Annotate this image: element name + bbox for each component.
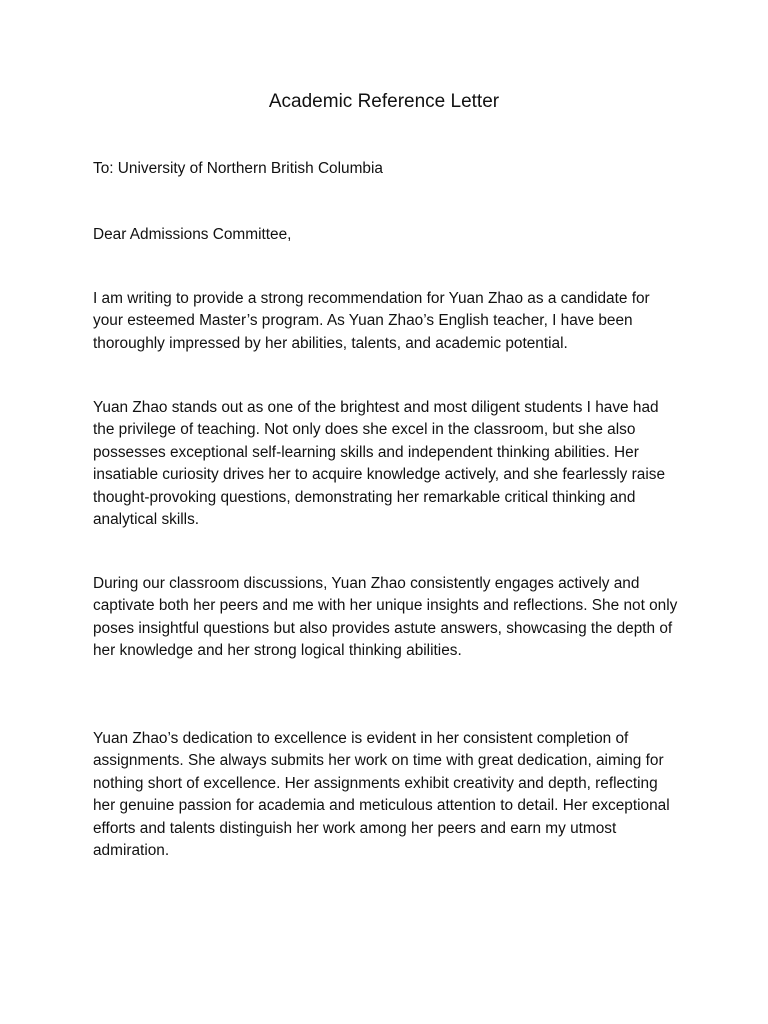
- recipient-line: To: University of Northern British Columbia: [93, 160, 383, 177]
- salutation: Dear Admissions Committee,: [93, 226, 292, 243]
- paragraph-academic-strengths: Yuan Zhao stands out as one of the brightest and most diligent students I have had the privilege of teaching. Not only does she excel in the classroom, but she also possesses exceptional self-learning skills and independent thinking abilities. Her insatiable curiosity drives her to acquire knowledge actively, and she fearlessly raise thought-provoking questions, demonstrating her remarkable critical thinking and analytical skills.: [93, 399, 666, 529]
- paragraph-introduction: I am writing to provide a strong recommendation for Yuan Zhao as a candidate for your esteemed Master’s program. As Yuan Zhao’s English teacher, I have been thoroughly impressed by her abilities, talents, and academic potential.: [93, 290, 650, 352]
- paragraph-dedication: Yuan Zhao’s dedication to excellence is evident in her consistent completion of assignments. She always submits her work on time with great dedication, aiming for nothing short of excellence. Her assignments exhibit creativity and depth, reflecting her genuine passion for academia and meticulous attention to detail. Her exceptional efforts and talents distinguish her work among her peers and earn my utmost admiration.: [93, 730, 670, 860]
- paragraph-classroom-discussions: During our classroom discussions, Yuan Zhao consistently engages actively and captivate both her peers and me with her unique insights and reflections. She not only poses insightful questions but also provides astute answers, showcasing the depth of her knowledge and her strong logical thinking abilities.: [93, 575, 678, 660]
- document-title: Academic Reference Letter: [268, 91, 500, 112]
